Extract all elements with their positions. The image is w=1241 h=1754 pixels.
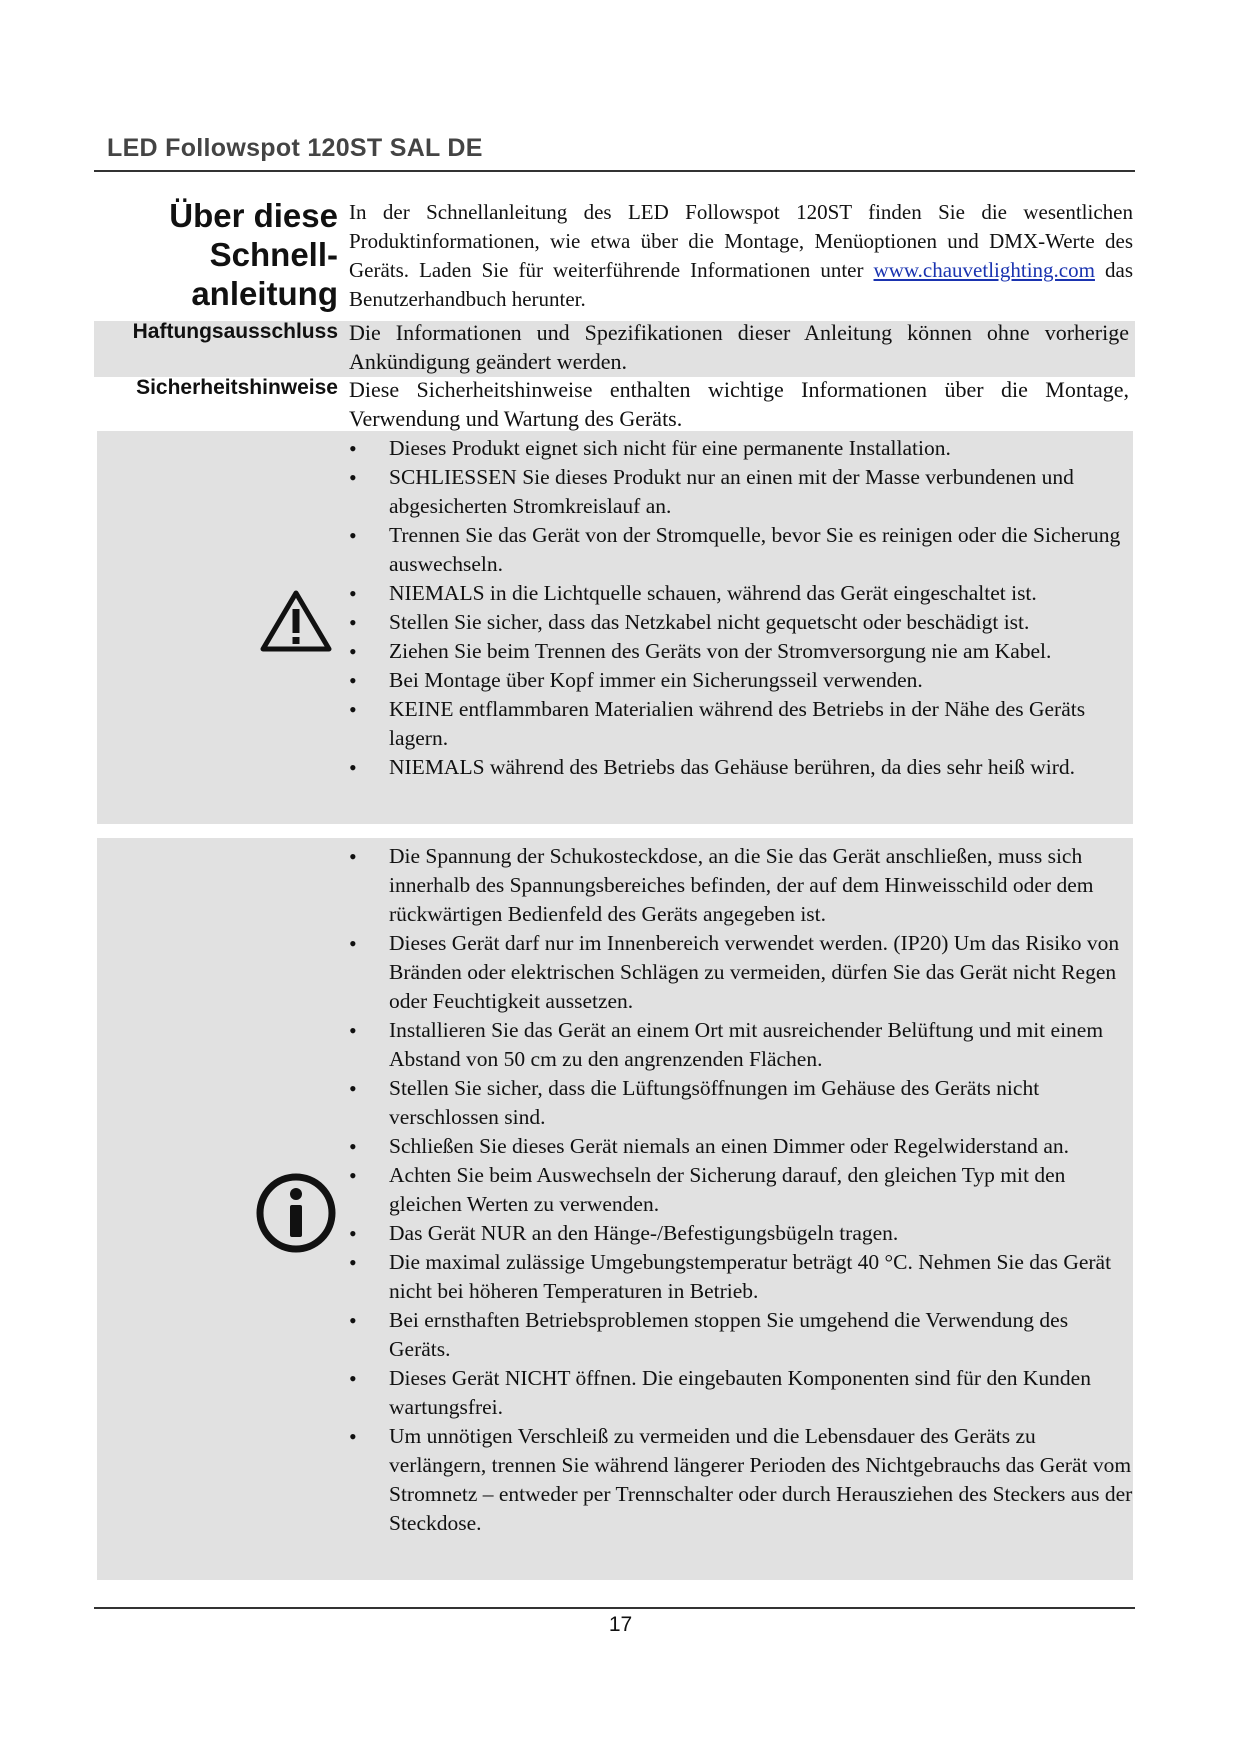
warning-triangle-icon [260, 589, 332, 653]
list-item: • NIEMALS während des Betriebs das Gehäuse berühren, da dies sehr heiß wird. [349, 753, 1133, 782]
list-item: • NIEMALS in die Lichtquelle schauen, während das Gerät eingeschaltet ist. [349, 579, 1133, 608]
disclaimer-text: Die Informationen und Spezifikationen dieser Anleitung können ohne vorherige Ankündigung geändert werden. [349, 320, 1129, 374]
disclaimer-heading: Haftungsausschluss [132, 320, 338, 343]
footer-rule [94, 1607, 1135, 1609]
document-header-title: LED Followspot 120ST SAL DE [107, 134, 483, 162]
list-item: • Stellen Sie sicher, dass die Lüftungsöffnungen im Gehäuse des Geräts nicht verschlossen sind. [349, 1074, 1133, 1132]
list-item: • Bei Montage über Kopf immer ein Sicherungsseil verwenden. [349, 666, 1133, 695]
header-rule [94, 170, 1135, 172]
about-heading-line-1: Über diese [169, 197, 338, 234]
info-circle-icon [255, 1172, 337, 1254]
warning-list [349, 434, 1133, 782]
list-item: • Die maximal zulässige Umgebungstemperatur beträgt 40 °C. Nehmen Sie das Gerät nicht bei höheren Temperaturen in Betrieb. [349, 1248, 1133, 1306]
about-text-tail: das Benutzerhandbuch herunter. [349, 258, 1134, 311]
list-item: • Achten Sie beim Auswechseln der Sicherung darauf, den gleichen Typ mit den gleichen Werten zu verwenden. [349, 1161, 1133, 1219]
list-item: • Dieses Gerät NICHT öffnen. Die eingebauten Komponenten sind für den Kunden wartungsfrei. [349, 1364, 1133, 1422]
about-text-body: In der Schnellanleitung des LED Followspot 120ST finden Sie die wesentlichen Produktinformationen, wie etwa über die Montage, Menüoptionen und DMX-Werte des Geräts. Laden Sie für weiterführende Informationen unter [349, 200, 1133, 282]
about-heading-line-2: Schnell- [209, 236, 338, 273]
page-number: 17 [608, 1613, 633, 1636]
list-item: • Um unnötigen Verschleiß zu vermeiden und die Lebensdauer des Geräts zu verlängern, trennen Sie während längerer Perioden des Nichtgebrauchs das Gerät vom Stromnetz – entweder per Trennschalter oder durch Herausziehen des Steckers aus der Steckdose. [349, 1422, 1133, 1538]
list-item: • Schließen Sie dieses Gerät niemals an einen Dimmer oder Regelwiderstand an. [349, 1132, 1133, 1161]
list-item: • Das Gerät NUR an den Hänge-/Befestigungsbügeln tragen. [349, 1219, 1133, 1248]
info-list [349, 842, 1133, 1538]
list-item: • Ziehen Sie beim Trennen des Geräts von der Stromversorgung nie am Kabel. [349, 637, 1133, 666]
list-item: • Dieses Gerät darf nur im Innenbereich verwendet werden. (IP20) Um das Risiko von Bränden oder elektrischen Schlägen zu vermeiden, dürfen Sie das Gerät nicht Regen oder Feuchtigkeit aussetzen. [349, 929, 1133, 1016]
list-item: • Installieren Sie das Gerät an einem Ort mit ausreichender Belüftung und mit einem Abstand von 50 cm zu den angrenzenden Flächen. [349, 1016, 1133, 1074]
list-item: • Stellen Sie sicher, dass das Netzkabel nicht gequetscht oder beschädigt ist. [349, 608, 1133, 637]
about-heading [110, 196, 338, 313]
list-item: • Dieses Produkt eignet sich nicht für eine permanente Installation. [349, 434, 1133, 463]
safety-heading: Sicherheitshinweise [136, 376, 338, 399]
list-item: • Bei ernsthaften Betriebsproblemen stoppen Sie umgehend die Verwendung des Geräts. [349, 1306, 1133, 1364]
about-heading-line-3: anleitung [191, 275, 338, 312]
list-item: • Die Spannung der Schukosteckdose, an die Sie das Gerät anschließen, muss sich innerhalb des Spannungsbereiches befinden, der auf dem Hinweisschild oder dem rückwärtigen Bedienfeld des Geräts angegeben ist. [349, 842, 1133, 929]
about-text [349, 198, 1133, 314]
safety-intro-text: Diese Sicherheitshinweise enthalten wichtige Informationen über die Montage, Verwendung und Wartung des Geräts. [349, 377, 1129, 431]
list-item: • KEINE entflammbaren Materialien während des Betriebs in der Nähe des Geräts lagern. [349, 695, 1133, 753]
list-item: • Trennen Sie das Gerät von der Stromquelle, bevor Sie es reinigen oder die Sicherung auswechseln. [349, 521, 1133, 579]
chauvet-website-link[interactable]: www.chauvetlighting.com [873, 258, 1095, 282]
list-item: • SCHLIESSEN Sie dieses Produkt nur an einen mit der Masse verbundenen und abgesicherten Stromkreislauf an. [349, 463, 1133, 521]
